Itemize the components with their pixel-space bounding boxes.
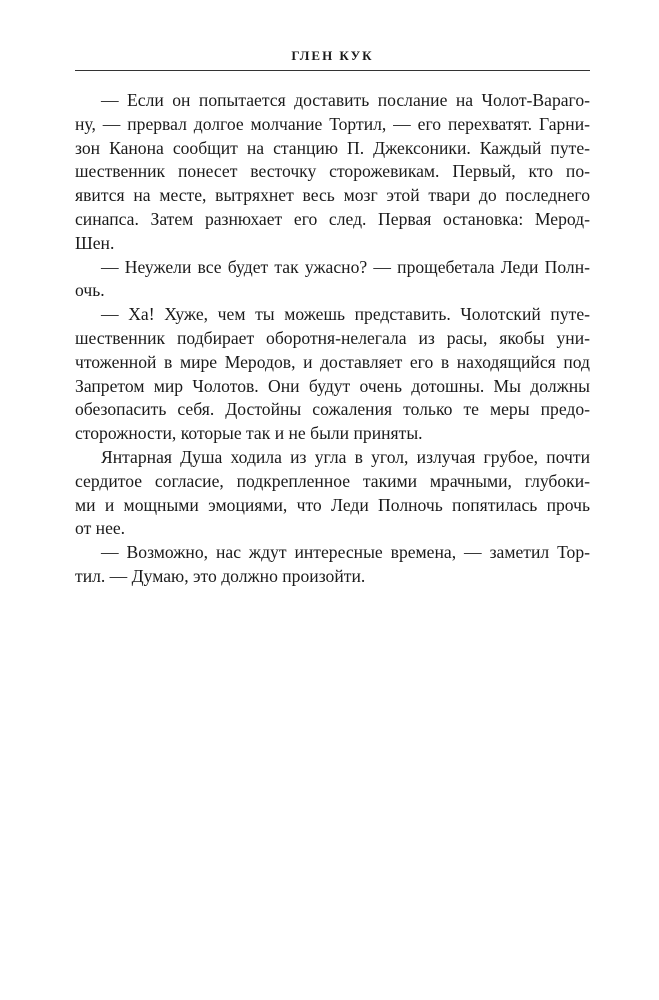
text-line: ну, — прервал долгое молчание Тортил, — его перехватят. Гарни-	[75, 113, 590, 134]
text-line: чтоженной в мире Меродов, и доставляет его в находящийся под	[75, 351, 590, 372]
text-line: тил. — Думаю, это должно произойти.	[75, 565, 366, 586]
text-line: от нее.	[75, 518, 126, 539]
text-line: обезопасить себя. Достойны сожаления только те меры предо-	[75, 399, 590, 420]
text-line: шественник понесет весточку сторожевикам. Первый, кто по-	[75, 161, 590, 182]
running-head: ГЛЕН КУК	[291, 48, 374, 63]
text-line: Шен.	[75, 232, 115, 253]
text-line: Запретом мир Чолотов. Они будут очень дотошны. Мы должны	[75, 375, 590, 396]
text-line: ми и мощными эмоциями, что Леди Полночь попятилась прочь	[75, 494, 590, 515]
text-line: сердитое согласие, подкрепленное такими мрачными, глубоки-	[75, 470, 590, 491]
text-line: — Ха! Хуже, чем ты можешь представить. Чолотский путе-	[101, 304, 590, 325]
text-line: синапса. Затем разнюхает его след. Первая остановка: Мерод-	[75, 208, 590, 229]
text-line: зон Канона сообщит на станцию П. Джексоники. Каждый путе-	[75, 137, 590, 158]
text-line: — Если он попытается доставить послание на Чолот-Вараго-	[101, 90, 590, 110]
text-line: — Неужели все будет так ужасно? — прощебетала Леди Полн-	[101, 256, 590, 277]
text-line: очь.	[75, 280, 105, 301]
text-line: явится на месте, вытряхнет весь мозг этой твари до последнего	[75, 185, 590, 206]
header-rule	[75, 70, 590, 71]
text-line: Янтарная Душа ходила из угла в угол, излучая грубое, почти	[101, 446, 590, 467]
text-line: сторожности, которые так и не были приняты.	[75, 423, 423, 444]
text-line: шественник подбирает оборотня-нелегала из расы, якобы уни-	[75, 327, 590, 348]
page-body	[75, 89, 590, 589]
text-line: — Возможно, нас ждут интересные времена, — заметил Тор-	[101, 542, 590, 563]
